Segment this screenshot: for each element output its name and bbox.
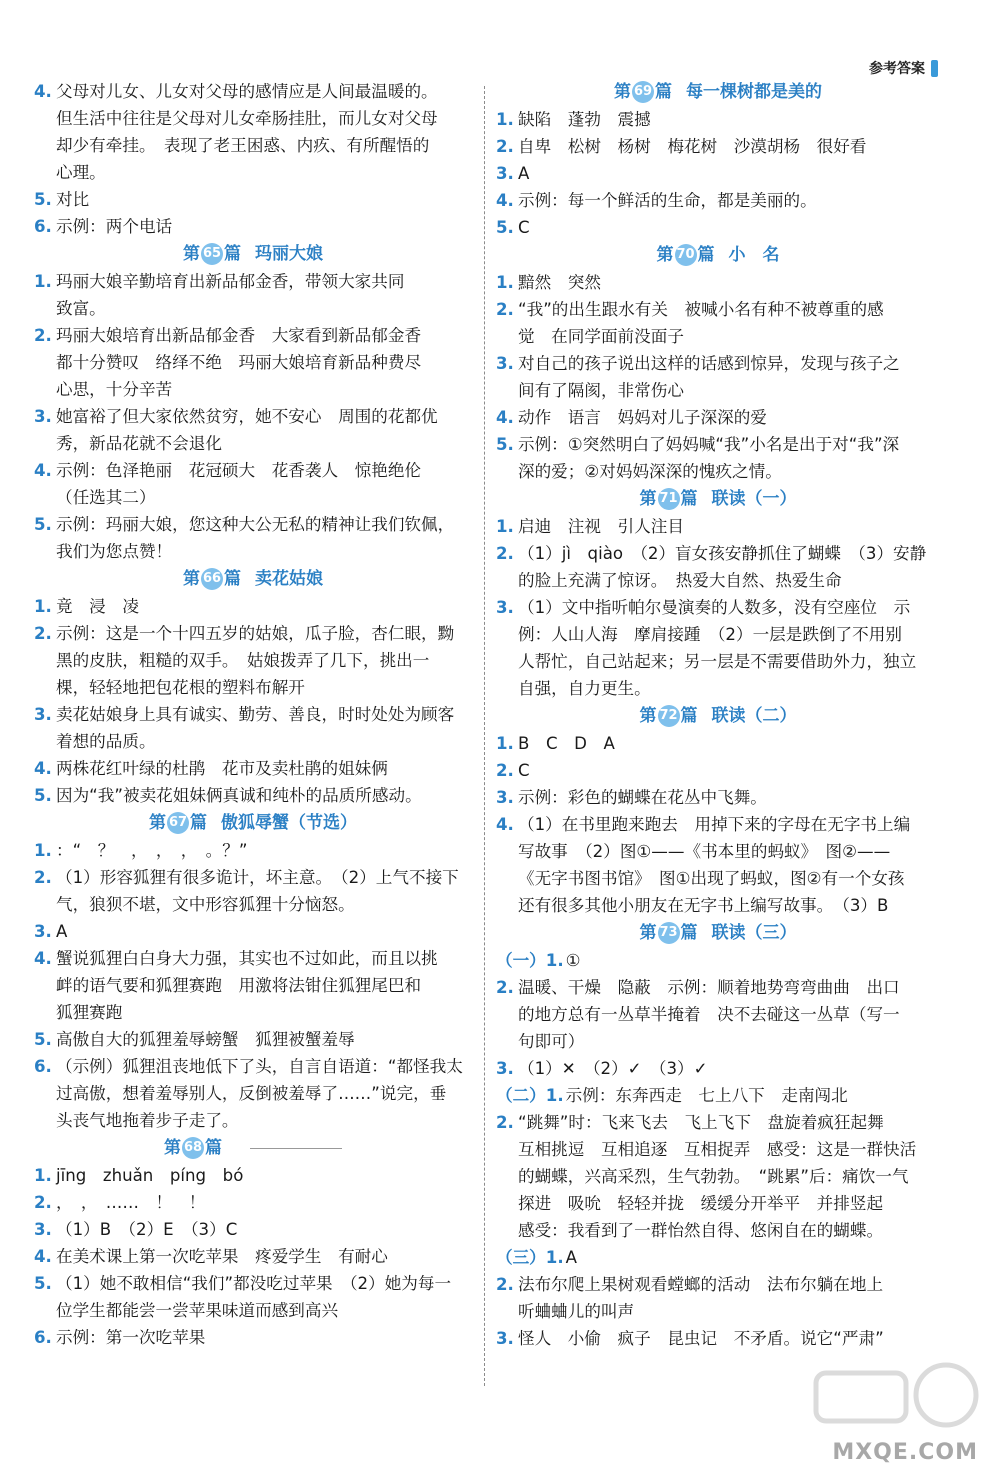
answer-line: [34, 1162, 472, 1189]
header-label: 参考答案: [869, 61, 925, 77]
answer-line: [34, 755, 472, 782]
answer-text: 着想的品质。: [56, 732, 156, 751]
section-title-prefix: 第: [183, 569, 200, 589]
answer-text: （1）文中指听帕尔曼演奏的人数多，没有空座位 示: [518, 598, 911, 617]
answer-text: 玛丽大娘培育出新品郁金香 大家看到新品郁金香: [56, 326, 422, 345]
question-number: 6.: [34, 1057, 52, 1076]
question-number: 2.: [496, 1275, 514, 1294]
answer-line: [496, 675, 940, 702]
answer-line: [34, 782, 472, 809]
answer-text: 衅的语气要和狐狸赛跑 用激将法钳住狐狸尾巴和: [56, 976, 422, 995]
answer-line: [34, 295, 472, 322]
section-number-badge: 70: [675, 244, 697, 266]
answer-line: [496, 648, 940, 675]
answer-line: [34, 1270, 472, 1297]
answer-line: [34, 1189, 472, 1216]
answer-line: [496, 106, 940, 133]
answer-text: 探进 吸吮 轻轻并拢 缓缓分开举平 并排竖起: [518, 1194, 884, 1213]
question-number: 2.: [34, 326, 52, 345]
section-title-suffix: 篇: [680, 489, 698, 509]
section-number-badge: 67: [167, 812, 189, 834]
question-number: 4.: [34, 759, 52, 778]
question-number: 2.: [496, 544, 514, 563]
answer-line: [496, 1109, 940, 1136]
question-number: （三）1.: [496, 1248, 564, 1267]
answer-line: [496, 133, 940, 160]
answer-line: [496, 1271, 940, 1298]
title-blank-line: [250, 1148, 342, 1149]
section-title-prefix: 第: [149, 813, 166, 833]
answer-line: [496, 621, 940, 648]
answer-text: 示例：第一次吃苹果: [56, 1328, 206, 1347]
question-number: 1.: [34, 272, 52, 291]
answer-text: （1）在书里跑来跑去 用掉下来的字母在无字书上编: [518, 815, 911, 834]
header-bar-icon: [931, 60, 938, 77]
section-title-prefix: 第: [639, 706, 657, 726]
answer-text: 间有了隔阂，非常伤心: [518, 381, 684, 400]
section-number-badge: 68: [182, 1137, 204, 1159]
answer-line: [496, 323, 940, 350]
answer-text: 示例：每一个鲜活的生命，都是美丽的。: [518, 191, 817, 210]
answer-text: 黑的皮肤，粗糙的双手。 姑娘拨弄了几下，挑出一: [56, 651, 430, 670]
answer-text: C: [518, 218, 530, 237]
answer-line: [34, 999, 472, 1026]
answer-text: B C D A: [518, 734, 615, 753]
answer-text: 黯然 突然: [518, 273, 601, 292]
watermark-text: MXQE.COM: [832, 1440, 978, 1465]
question-number: 1.: [496, 734, 514, 753]
answer-line: [496, 1190, 940, 1217]
section-title-suffix: 篇: [190, 813, 207, 833]
answer-text: 的蝴蝶，兴高采烈，生气勃勃。 “跳累”后：痛饮一气: [518, 1167, 909, 1186]
answer-text: 听蛐蛐儿的叫声: [518, 1302, 635, 1321]
answer-line: [34, 728, 472, 755]
question-number: 3.: [34, 407, 52, 426]
answer-line: [34, 159, 472, 186]
answer-text: 狐狸赛跑: [56, 1003, 123, 1022]
answer-line: [496, 187, 940, 214]
section-title-prefix: 第: [614, 82, 631, 102]
answer-text: 觉 在同学面前没面子: [518, 327, 684, 346]
answer-line: [496, 1163, 940, 1190]
answer-text: 对自己的孩子说出这样的话感到惊异，发现与孩子之: [518, 354, 900, 373]
answer-text: A: [565, 1248, 577, 1267]
section-title-suffix: 篇: [224, 569, 241, 589]
answer-line: [34, 972, 472, 999]
question-number: 1.: [34, 597, 52, 616]
section-number-badge: 69: [632, 81, 654, 103]
answer-text: A: [56, 922, 68, 941]
question-number: 3.: [34, 1220, 52, 1239]
answer-text: 过高傲，想着羞辱别人，反倒被羞辱了……”说完，垂: [56, 1084, 447, 1103]
answer-text: 在美术课上第一次吃苹果 疼爱学生 有耐心: [56, 1247, 388, 1266]
answer-line: [496, 540, 940, 567]
question-number: 6.: [34, 1328, 52, 1347]
question-number: 5.: [34, 515, 52, 534]
question-number: （二）1.: [496, 1086, 564, 1105]
answer-line: [496, 350, 940, 377]
answer-text: 温暖、干燥 隐蔽 示例：顺着地势弯弯曲曲 出口: [518, 978, 900, 997]
answer-text: ：“ ？ ， ， ， 。？”: [56, 841, 248, 860]
answer-text: （1）形容狐狸有很多诡计，坏主意。 （2）上气不接下: [56, 868, 459, 887]
answer-text: jīng zhuǎn píng bó: [56, 1166, 244, 1185]
answer-text: 气，狼狈不堪，文中形容狐狸十分恼怒。: [56, 895, 355, 914]
answer-text: 秀，新品花就不会退化: [56, 434, 222, 453]
answer-line: [34, 918, 472, 945]
section-number-badge: 66: [201, 568, 223, 590]
answer-line: [496, 214, 940, 241]
answer-text: 因为“我”被卖花姐妹俩真诚和纯朴的品质所感动。: [56, 786, 422, 805]
question-number: 3.: [496, 164, 514, 183]
question-number: 5.: [496, 435, 514, 454]
answer-text: 示例：色泽艳丽 花冠硕大 花香袭人 惊艳绝伦: [56, 461, 422, 480]
answer-line: [34, 593, 472, 620]
answer-line: [34, 511, 472, 538]
question-number: 5.: [34, 1030, 52, 1049]
section-number-badge: 65: [201, 243, 223, 265]
answer-line: [496, 1001, 940, 1028]
answer-line: [34, 1324, 472, 1351]
answer-line: [496, 1325, 940, 1352]
answer-line: [496, 431, 940, 458]
answer-line: [496, 947, 940, 974]
answer-line: [34, 1297, 472, 1324]
question-number: 3.: [496, 788, 514, 807]
section-title-name: 联读（二）: [711, 706, 797, 726]
answer-line: [496, 811, 940, 838]
section-title-name: 联读（一）: [711, 489, 797, 509]
answer-text: 法布尔爬上果树观看螳螂的活动 法布尔躺在地上: [518, 1275, 884, 1294]
answer-line: [496, 458, 940, 485]
answer-text: 的地方总有一丛草半掩着 决不去碰这一丛草（写一: [518, 1005, 900, 1024]
answer-line: [496, 1244, 940, 1271]
section-title: [34, 809, 472, 837]
section-title-prefix: 第: [656, 245, 674, 265]
answer-line: [34, 349, 472, 376]
answer-text: 对比: [56, 190, 90, 209]
section-title-prefix: 第: [164, 1138, 181, 1158]
answer-text: 写故事 （2）图①——《书本里的蚂蚁》 图②——: [518, 842, 891, 861]
answer-line: [34, 213, 472, 240]
section-title-name: 卖花姑娘: [255, 569, 323, 589]
answer-text: 自强，自力更生。: [518, 679, 651, 698]
answer-line: [34, 864, 472, 891]
answer-text: 《无字书图书馆》 图①出现了蚂蚁，图②有一个女孩: [518, 869, 905, 888]
answer-line: [34, 620, 472, 647]
answer-line: [496, 865, 940, 892]
answer-line: [496, 892, 940, 919]
answer-text: 示例：东奔西走 七上八下 走南闯北: [565, 1086, 848, 1105]
answer-line: [34, 78, 472, 105]
answer-line: [496, 757, 940, 784]
question-number: 3.: [496, 1329, 514, 1348]
section-title-name: 联读（三）: [711, 923, 797, 943]
answer-text: C: [518, 761, 530, 780]
question-number: 2.: [496, 137, 514, 156]
answer-line: [34, 105, 472, 132]
answer-line: [34, 403, 472, 430]
answer-text: 启迪 注视 引人注目: [518, 517, 684, 536]
answer-line: [496, 1298, 940, 1325]
answer-line: [496, 1136, 940, 1163]
answer-text: （1）她不敢相信“我们”都没吃过苹果 （2）她为每一: [56, 1274, 452, 1293]
answer-line: [496, 1028, 940, 1055]
answer-line: [496, 404, 940, 431]
left-column: [34, 78, 472, 1351]
answer-line: [496, 1055, 940, 1082]
question-number: 2.: [496, 300, 514, 319]
section-title-suffix: 篇: [680, 706, 698, 726]
answer-text: （1）✕ （2）✓ （3）✓: [518, 1059, 708, 1078]
section-title-prefix: 第: [183, 244, 200, 264]
answer-text: 示例：彩色的蝴蝶在花丛中飞舞。: [518, 788, 767, 807]
section-title-name: 每一棵树都是美的: [686, 82, 822, 102]
answer-text: 玛丽大娘辛勤培育出新品郁金香，带领大家共同: [56, 272, 405, 291]
answer-line: [34, 1080, 472, 1107]
answer-text: 竟 浸 凌: [56, 597, 139, 616]
answer-line: [496, 1082, 940, 1109]
answer-line: [34, 837, 472, 864]
answer-text: 人帮忙，自己站起来；另一层是不需要借助外力，独立: [518, 652, 917, 671]
answer-text: “我”的出生跟水有关 被喊小名有种不被尊重的感: [518, 300, 884, 319]
question-number: 1.: [34, 1166, 52, 1185]
question-number: 4.: [34, 82, 52, 101]
answer-text: 的脸上充满了惊讶。 热爱大自然、热爱生命: [518, 571, 842, 590]
answer-line: [34, 322, 472, 349]
answer-text: 高傲自大的狐狸羞辱螃蟹 狐狸被蟹羞辱: [56, 1030, 355, 1049]
answer-line: [34, 1053, 472, 1080]
section-title: [496, 919, 940, 947]
answer-text: （1）jì qiào （2）盲女孩安静抓住了蝴蝶 （3）安静: [518, 544, 927, 563]
question-number: 4.: [34, 949, 52, 968]
answer-text: ①: [565, 951, 581, 970]
section-title-prefix: 第: [639, 923, 657, 943]
answer-text: 棵，轻轻地把包花根的塑料布解开: [56, 678, 305, 697]
answer-text: 互相挑逗 互相追逐 互相捉弄 感受：这是一群快活: [518, 1140, 917, 1159]
answer-text: A: [518, 164, 530, 183]
answer-line: [496, 730, 940, 757]
section-title: [496, 485, 940, 513]
answer-text: ， ， …… ！ ！: [56, 1193, 206, 1212]
answer-text: 还有很多其他小朋友在无字书上编写故事。 （3）B: [518, 896, 889, 915]
answer-text: 蟹说狐狸白白身大力强，其实也不过如此，而且以挑: [56, 949, 438, 968]
section-title-prefix: 第: [639, 489, 657, 509]
answer-text: 例：人山人海 摩肩接踵 （2）一层是跌倒了不用别: [518, 625, 902, 644]
answer-line: [496, 594, 940, 621]
question-number: 4.: [496, 815, 514, 834]
answer-text: 都十分赞叹 络绎不绝 玛丽大娘培育新品种费尽: [56, 353, 422, 372]
answer-line: [496, 974, 940, 1001]
section-title: [34, 240, 472, 268]
section-title-suffix: 篇: [205, 1138, 222, 1158]
answer-text: 心理。: [56, 163, 106, 182]
question-number: 4.: [496, 408, 514, 427]
question-number: 1.: [496, 273, 514, 292]
answer-text: 卖花姑娘身上具有诚实、勤劳、善良，时时处处为顾客: [56, 705, 455, 724]
answer-line: [34, 484, 472, 511]
answer-line: [34, 891, 472, 918]
section-title: [496, 241, 940, 269]
answer-line: [34, 376, 472, 403]
answer-text: 但生活中往往是父母对儿女牵肠挂肚，而儿女对父母: [56, 109, 438, 128]
answer-line: [34, 1216, 472, 1243]
answer-text: 头丧气地拖着步子走了。: [56, 1111, 239, 1130]
answer-line: [34, 945, 472, 972]
answer-text: 父母对儿女、儿女对父母的感情应是人间最温暖的。: [56, 82, 438, 101]
answer-text: 示例：玛丽大娘，您这种大公无私的精神让我们钦佩，: [56, 515, 455, 534]
section-title: [496, 702, 940, 730]
answer-line: [34, 186, 472, 213]
section-number-badge: 72: [658, 705, 680, 727]
answer-line: [496, 160, 940, 187]
answer-line: [34, 701, 472, 728]
right-column: [496, 78, 940, 1352]
question-number: 2.: [34, 624, 52, 643]
question-number: 6.: [34, 217, 52, 236]
answer-text: 两株花红叶绿的杜鹃 花市及卖杜鹃的姐妹俩: [56, 759, 388, 778]
section-title-name: 小 名: [728, 245, 780, 265]
answer-text: （任选其二）: [56, 488, 156, 507]
question-number: 2.: [34, 1193, 52, 1212]
question-number: 5.: [34, 1274, 52, 1293]
answer-text: 动作 语言 妈妈对儿子深深的爱: [518, 408, 767, 427]
page-header: [869, 58, 938, 78]
answer-text: “跳舞”时：飞来飞去 飞上飞下 盘旋着疯狂起舞: [518, 1113, 884, 1132]
answer-text: 致富。: [56, 299, 106, 318]
answer-line: [496, 784, 940, 811]
answer-text: 她富裕了但大家依然贫穷，她不安心 周围的花都优: [56, 407, 438, 426]
answer-line: [496, 269, 940, 296]
answer-text: 心思，十分辛苦: [56, 380, 173, 399]
question-number: 2.: [496, 978, 514, 997]
section-title-name: 玛丽大娘: [255, 244, 323, 264]
section-title-name: 傲狐辱蟹（节选）: [221, 813, 357, 833]
answer-line: [34, 1026, 472, 1053]
answer-text: （1）B （2）E （3）C: [56, 1220, 238, 1239]
answer-text: 位学生都能尝一尝苹果味道而感到高兴: [56, 1301, 339, 1320]
question-number: 1.: [34, 841, 52, 860]
answer-text: 却少有牵挂。 表现了老王困惑、内疚、有所醒悟的: [56, 136, 430, 155]
answer-line: [34, 674, 472, 701]
answer-text: 怪人 小偷 疯子 昆虫记 不矛盾。说它“严肃”: [518, 1329, 884, 1348]
section-title-suffix: 篇: [680, 923, 698, 943]
question-number: 5.: [34, 190, 52, 209]
question-number: 2.: [34, 868, 52, 887]
question-number: 4.: [34, 461, 52, 480]
question-number: 3.: [496, 598, 514, 617]
answer-line: [34, 132, 472, 159]
answer-text: 深的爱；②对妈妈深深的愧疚之情。: [518, 462, 782, 481]
answer-line: [496, 296, 940, 323]
question-number: 2.: [496, 1113, 514, 1132]
question-number: 3.: [34, 922, 52, 941]
answer-line: [496, 513, 940, 540]
answer-text: 缺陷 蓬勃 震撼: [518, 110, 651, 129]
answer-text: 示例：这是一个十四五岁的姑娘，瓜子脸，杏仁眼，黝: [56, 624, 455, 643]
answer-text: 句即可）: [518, 1032, 585, 1051]
section-number-badge: 73: [658, 922, 680, 944]
answer-line: [496, 567, 940, 594]
answer-line: [34, 1107, 472, 1134]
answer-text: 我们为您点赞！: [56, 542, 173, 561]
column-divider: [484, 86, 485, 1386]
question-number: 3.: [34, 705, 52, 724]
section-title: [496, 78, 940, 106]
section-number-badge: 71: [658, 488, 680, 510]
answer-line: [34, 430, 472, 457]
question-number: 3.: [496, 354, 514, 373]
question-number: 5.: [34, 786, 52, 805]
answer-line: [34, 1243, 472, 1270]
answer-text: 自卑 松树 杨树 梅花树 沙漠胡杨 很好看: [518, 137, 867, 156]
answer-line: [496, 838, 940, 865]
answer-text: 示例：①突然明白了妈妈喊“我”小名是出于对“我”深: [518, 435, 900, 454]
question-number: 2.: [496, 761, 514, 780]
answer-text: （示例）狐狸沮丧地低下了头，自言自语道：“都怪我太: [56, 1057, 463, 1076]
answer-line: [34, 538, 472, 565]
section-title: [34, 565, 472, 593]
question-number: 4.: [34, 1247, 52, 1266]
section-title-suffix: 篇: [697, 245, 715, 265]
answer-text: 示例：两个电话: [56, 217, 173, 236]
question-number: 4.: [496, 191, 514, 210]
answer-line: [34, 457, 472, 484]
answer-line: [496, 377, 940, 404]
answer-line: [496, 1217, 940, 1244]
question-number: 1.: [496, 110, 514, 129]
question-number: 3.: [496, 1059, 514, 1078]
answer-line: [34, 647, 472, 674]
answer-line: [34, 268, 472, 295]
question-number: 1.: [496, 517, 514, 536]
section-title-suffix: 篇: [224, 244, 241, 264]
question-number: （一）1.: [496, 951, 564, 970]
section-title-suffix: 篇: [655, 82, 672, 102]
answer-text: 感受：我看到了一群怡然自得、悠闲自在的蝴蝶。: [518, 1221, 884, 1240]
section-title: [34, 1134, 472, 1162]
question-number: 5.: [496, 218, 514, 237]
